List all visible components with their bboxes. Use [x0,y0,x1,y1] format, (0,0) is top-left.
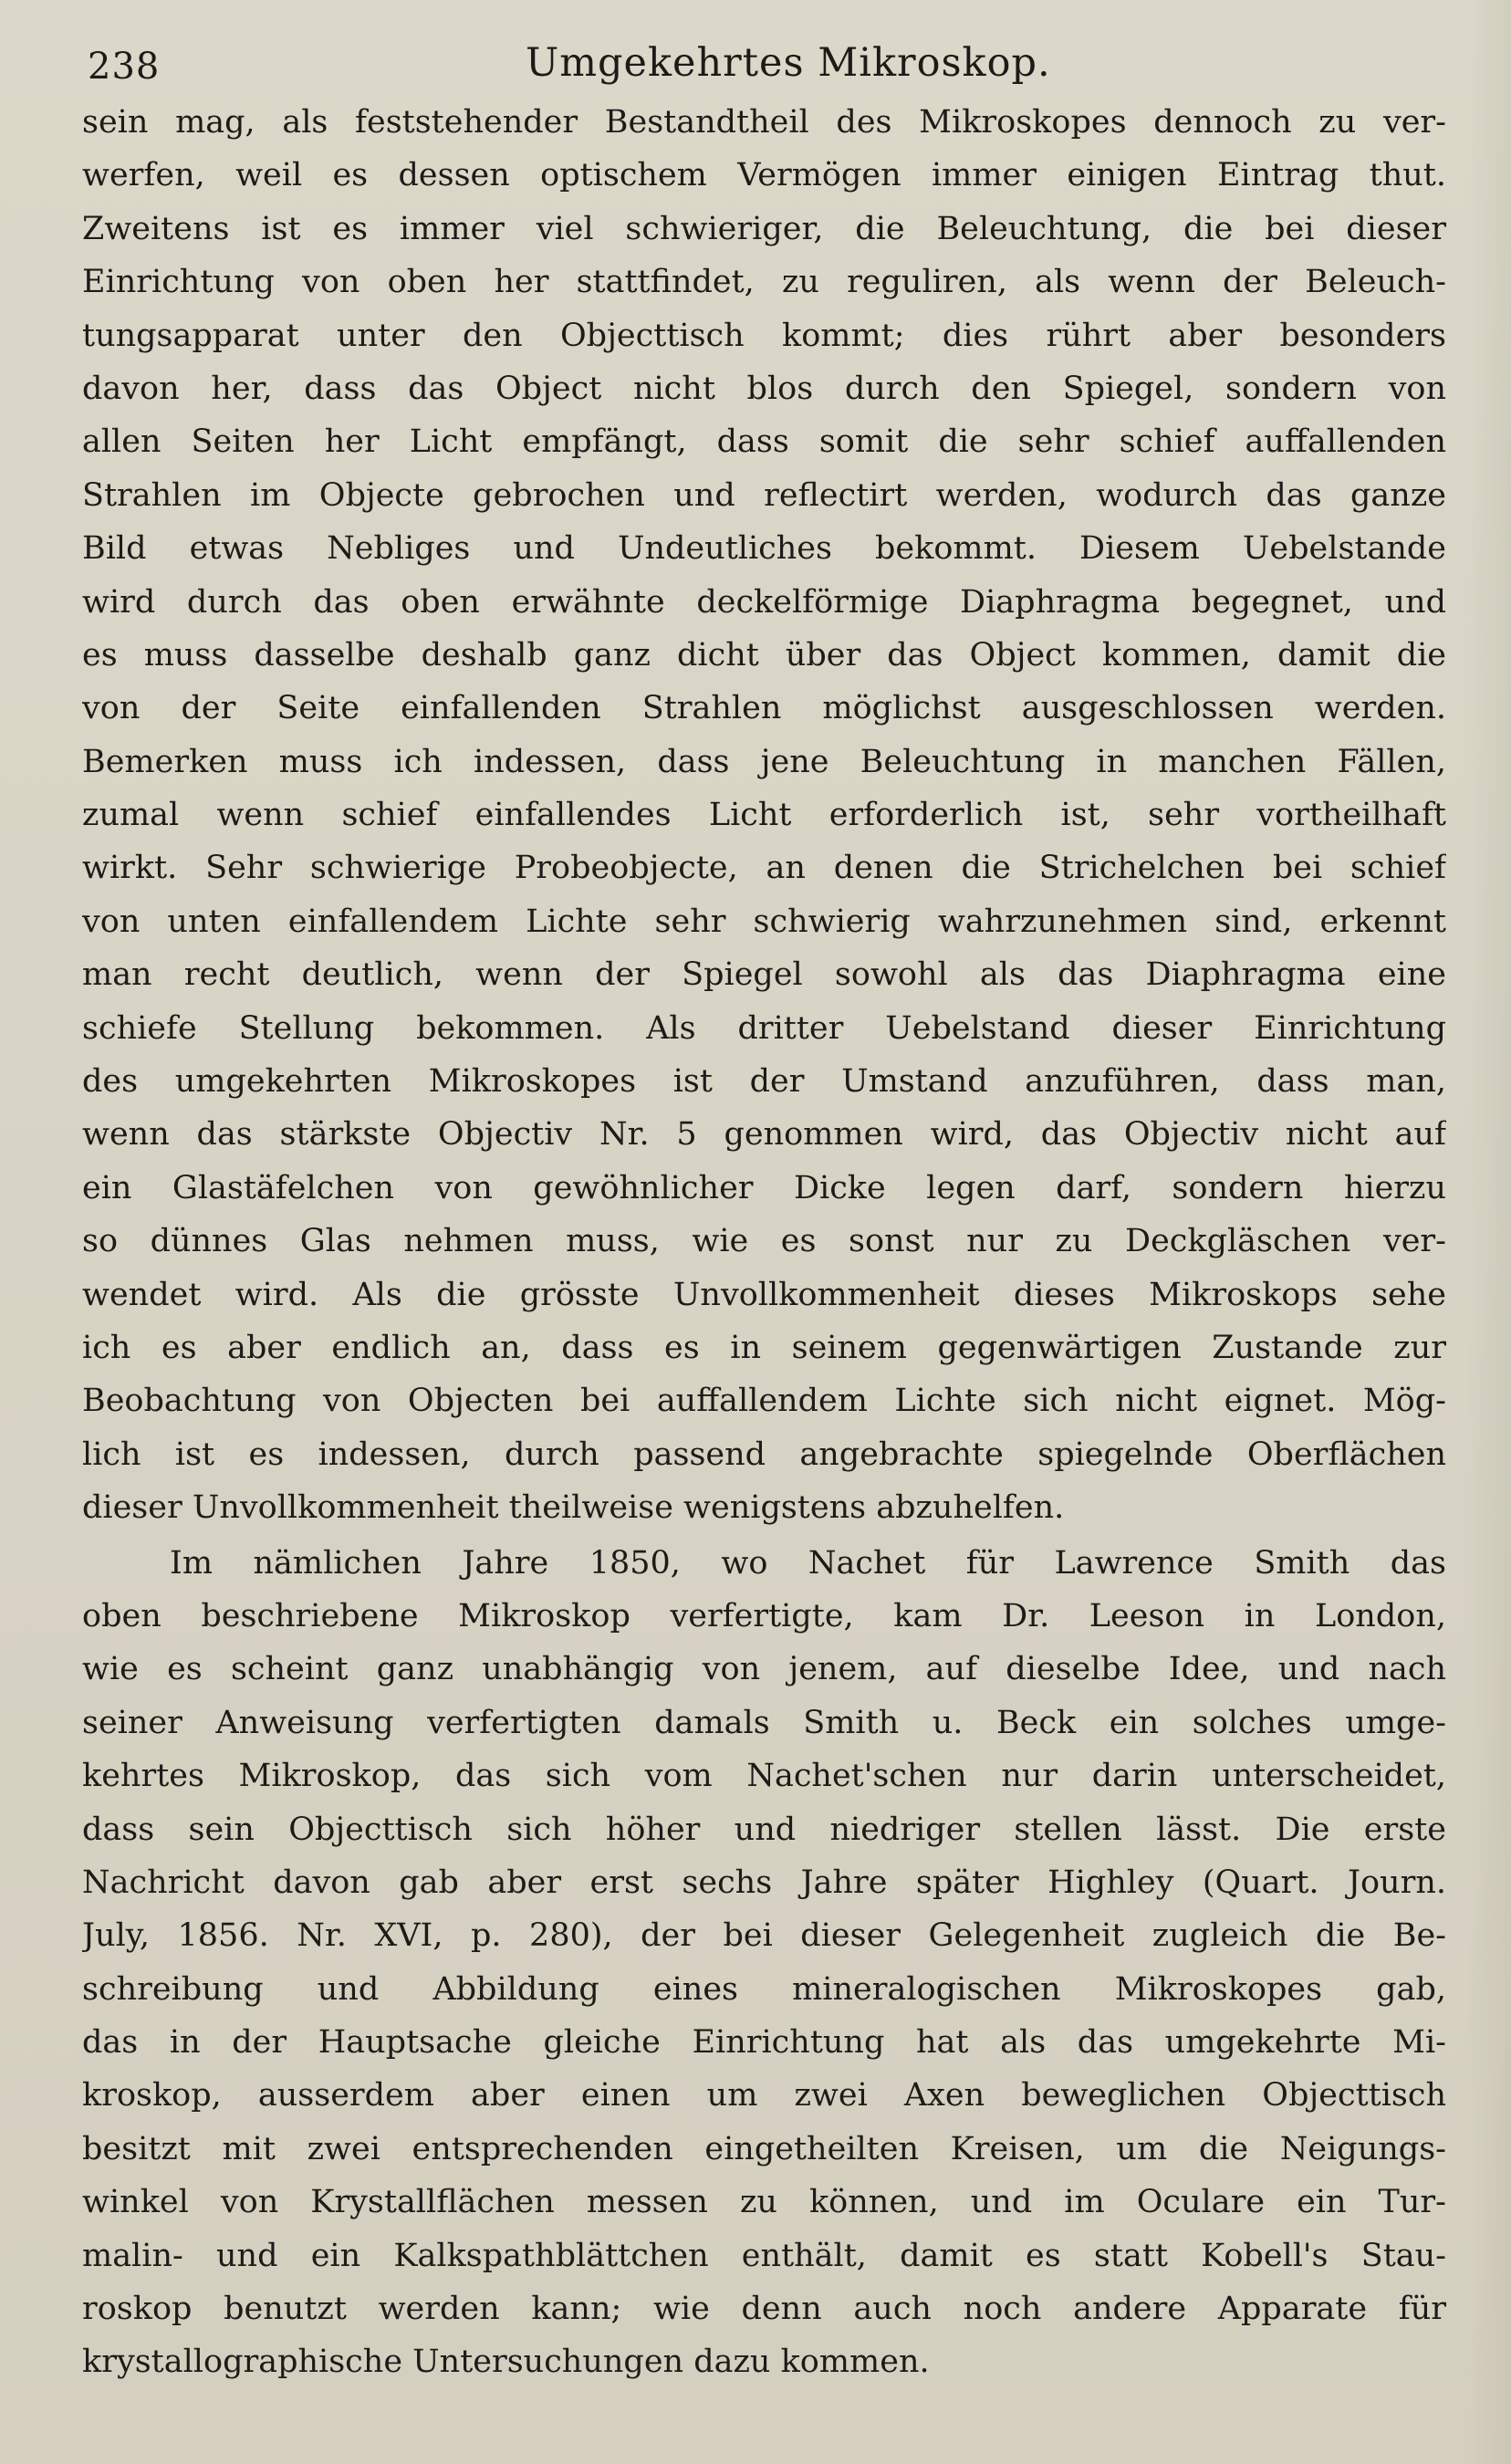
text-line: von der Seite einfallenden Strahlen möglichst ausgeschlossen werden. [82,690,1446,727]
paragraph-1 [82,96,1446,1535]
text-line: lich ist es indessen, durch passend angebrachte spiegelnde Oberflächen [82,1436,1446,1473]
body-text [82,96,1446,2389]
text-line: Im nämlichen Jahre 1850, wo Nachet für Lawrence Smith das [170,1544,1446,1582]
text-line: July, 1856. Nr. XVI, p. 280), der bei dieser Gelegenheit zugleich die Be- [82,1917,1446,1955]
text-line: wendet wird. Als die grösste Unvollkommenheit dieses Mikroskops sehe [82,1276,1446,1313]
text-line: Bild etwas Nebliges und Undeutliches bekommt. Diesem Uebelstande [82,530,1446,568]
text-line: es muss dasselbe deshalb ganz dicht über das Object kommen, damit die [82,636,1446,673]
text-line: ein Glastäfelchen von gewöhnlicher Dicke legen darf, sondern hierzu [82,1169,1446,1206]
text-line: werfen, weil es dessen optischem Vermögen immer einigen Eintrag thut. [82,157,1446,194]
text-line: man recht deutlich, wenn der Spiegel sowohl als das Diaphragma eine [82,956,1446,994]
text-line: des umgekehrten Mikroskopes ist der Umstand anzuführen, dass man, [82,1063,1446,1101]
text-line: roskop benutzt werden kann; wie denn auch noch andere Apparate für [82,2291,1446,2328]
text-line: oben beschriebene Mikroskop verfertigte, kam Dr. Leeson in London, [82,1597,1446,1634]
text-line: Einrichtung von oben her stattfindet, zu reguliren, als wenn der Beleuch- [82,264,1446,301]
text-line: Nachricht davon gab aber erst sechs Jahre später Highley (Quart. Journ. [82,1864,1446,1901]
text-line: das in der Hauptsache gleiche Einrichtung hat als das umgekehrte Mi- [82,2024,1446,2062]
text-line: Bemerken muss ich indessen, dass jene Beleuchtung in manchen Fällen, [82,743,1446,780]
text-line: ich es aber endlich an, dass es in seinem gegenwärtigen Zustande zur [82,1329,1446,1366]
text-line: zumal wenn schief einfallendes Licht erforderlich ist, sehr vortheilhaft [82,797,1446,834]
page-edge-shadow [1467,0,1511,2464]
text-line: tungsapparat unter den Objecttisch kommt; dies rührt aber besonders [82,317,1446,354]
text-line: allen Seiten her Licht empfängt, dass somit die sehr schief auffallenden [82,423,1446,461]
text-line: davon her, dass das Object nicht blos durch den Spiegel, sondern von [82,370,1446,407]
running-head: Umgekehrtes Mikroskop. [526,40,1051,86]
text-line: wenn das stärkste Objectiv Nr. 5 genommen wird, das Objectiv nicht auf [82,1116,1446,1154]
text-line: wird durch das oben erwähnte deckelförmige Diaphragma begegnet, und [82,583,1446,621]
text-line: Strahlen im Objecte gebrochen und reflectirt werden, wodurch das ganze [82,476,1446,514]
text-line: wie es scheint ganz unabhängig von jenem, auf dieselbe Idee, und nach [82,1651,1446,1688]
text-line: kehrtes Mikroskop, das sich vom Nachet'schen nur darin unterscheidet, [82,1758,1446,1795]
text-line: sein mag, als feststehender Bestandtheil des Mikroskopes dennoch zu ver- [82,104,1446,141]
text-line: kroskop, ausserdem aber einen um zwei Axen beweglichen Objecttisch [82,2077,1446,2114]
text-line: von unten einfallendem Lichte sehr schwierig wahrzunehmen sind, erkennt [82,903,1446,940]
text-line: dieser Unvollkommenheit theilweise wenigstens abzuhelfen. [82,1489,1065,1527]
text-line: schiefe Stellung bekommen. Als dritter Uebelstand dieser Einrichtung [82,1009,1446,1047]
text-line: winkel von Krystallflächen messen zu können, und im Oculare ein Tur- [82,2184,1446,2221]
text-line: schreibung und Abbildung eines mineralogischen Mikroskopes gab, [82,1970,1446,2008]
text-line: wirkt. Sehr schwierige Probeobjecte, an denen die Strichelchen bei schief [82,850,1446,887]
text-line: dass sein Objecttisch sich höher und niedriger stellen lässt. Die erste [82,1811,1446,1848]
text-line: krystallographische Untersuchungen dazu kommen. [82,2344,930,2381]
text-line: so dünnes Glas nehmen muss, wie es sonst nur zu Deckgläschen ver- [82,1223,1446,1260]
paragraph-2 [82,1537,1446,2389]
text-line: Zweitens ist es immer viel schwieriger, die Beleuchtung, die bei dieser [82,210,1446,247]
text-line: seiner Anweisung verfertigten damals Smith u. Beck ein solches umge- [82,1704,1446,1741]
text-line: Beobachtung von Objecten bei auffallendem Lichte sich nicht eignet. Mög- [82,1383,1446,1420]
page-header [88,37,1438,100]
text-line: besitzt mit zwei entsprechenden eingetheilten Kreisen, um die Neigungs- [82,2130,1446,2167]
page-number: 238 [88,46,161,88]
text-line: malin- und ein Kalkspathblättchen enthält, damit es statt Kobell's Stau- [82,2237,1446,2274]
